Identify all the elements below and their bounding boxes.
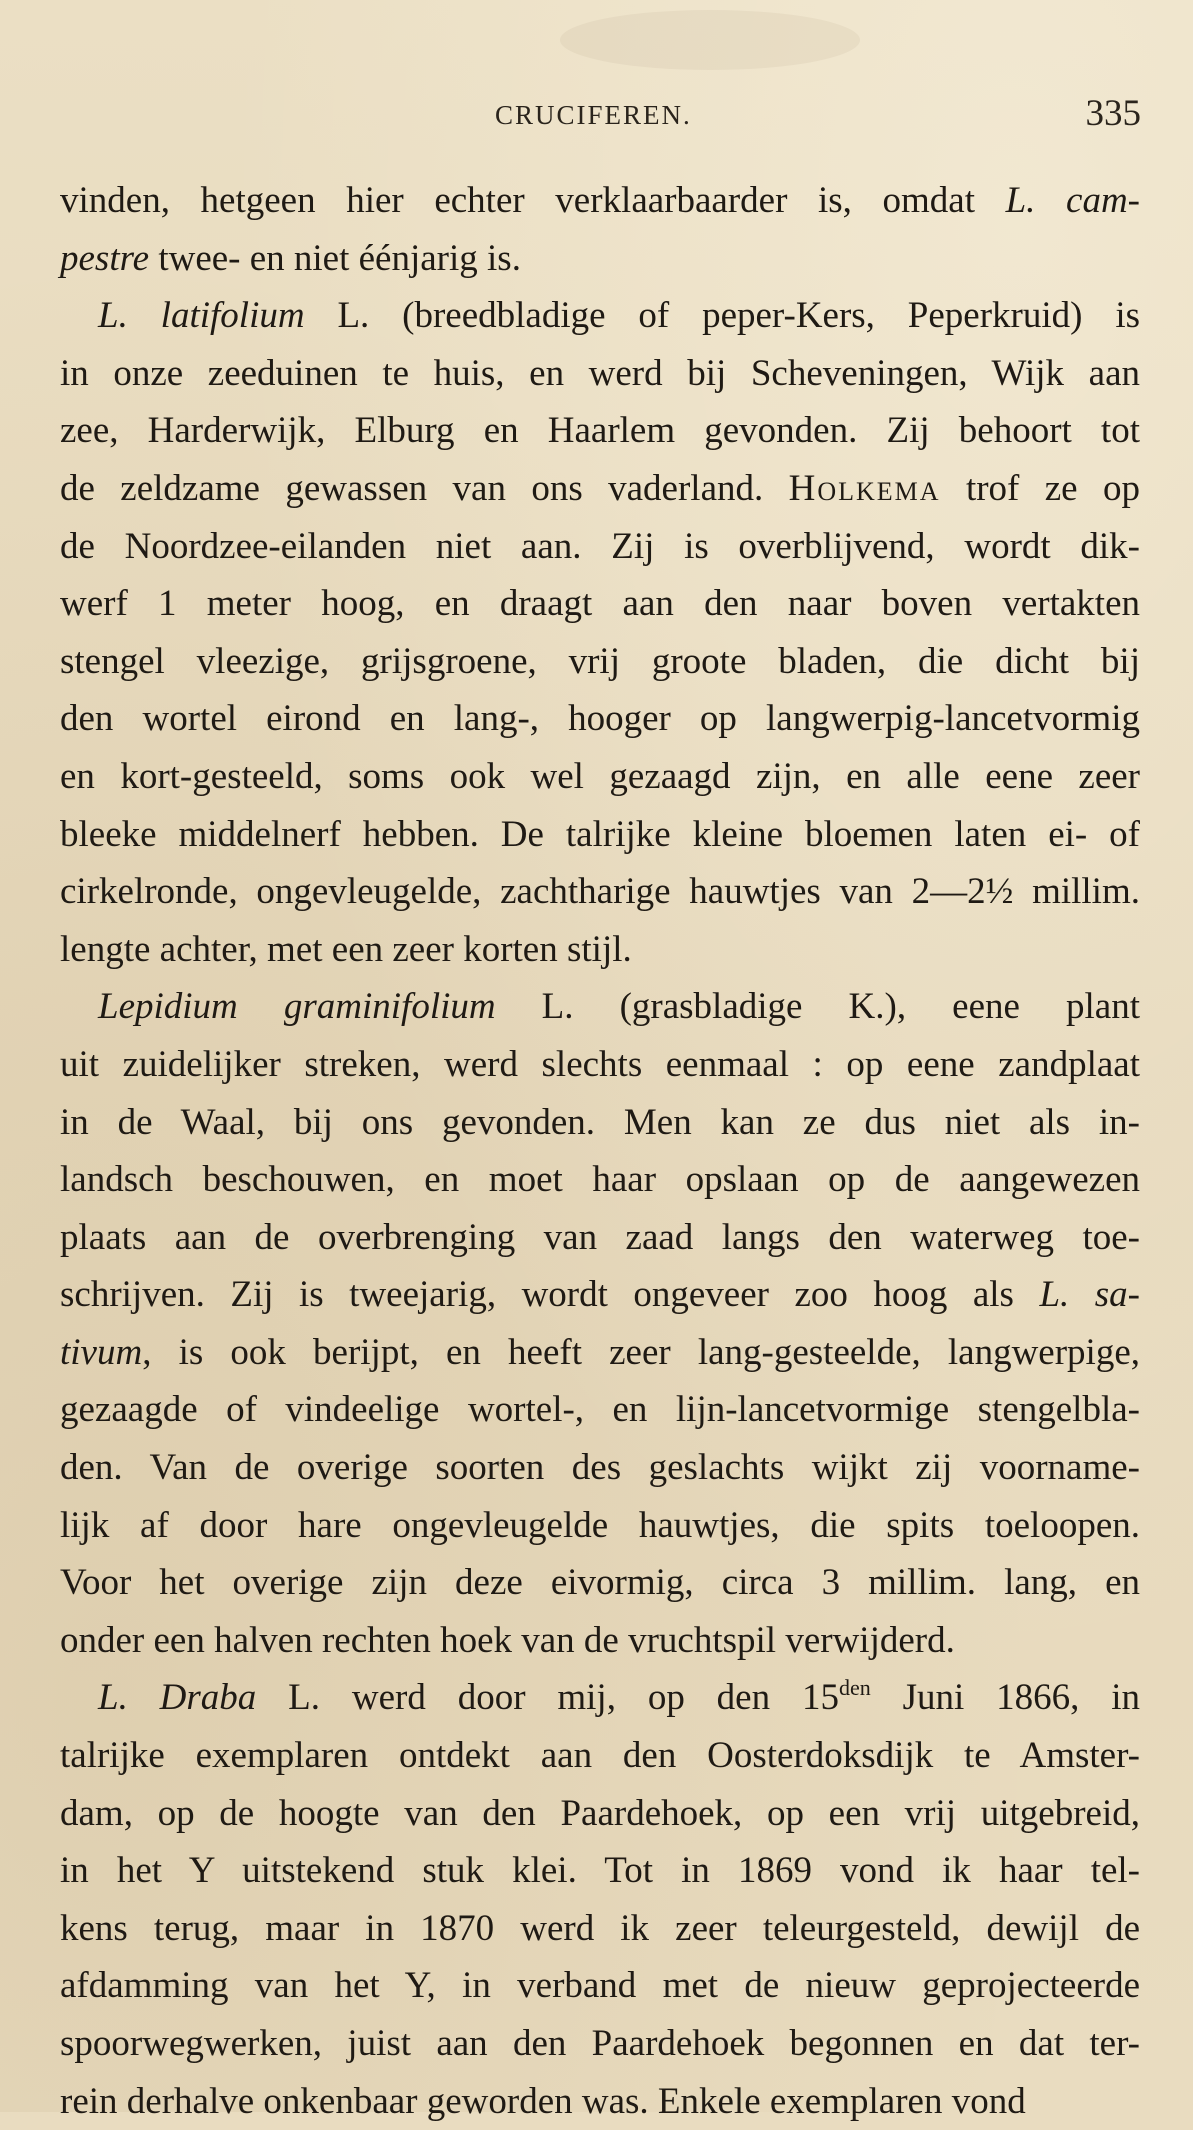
text-line	[60, 1036, 1140, 1094]
text-segment: landsch beschouwen, en moet haar opslaan op de aangewezen	[60, 1159, 1140, 1201]
text-segment: L. (breedbladige of peper-Kers, Peperkruid) is	[304, 295, 1140, 337]
text-line	[60, 921, 1140, 979]
text-segment: werf 1 meter hoog, en draagt aan den naar boven vertakten	[60, 583, 1140, 625]
text-line	[60, 748, 1140, 806]
superscript: den	[838, 1675, 871, 1701]
text-segment: L. werd door mij, op den 15	[256, 1677, 839, 1719]
text-segment: lijk af door hare ongevleugelde hauwtjes, die spits toeloopen.	[60, 1504, 1140, 1546]
text-line	[60, 518, 1140, 576]
text-line	[60, 978, 1140, 1036]
text-segment: talrijke exemplaren ontdekt aan den Oosterdoksdijk te Amster-	[60, 1735, 1140, 1777]
text-line	[60, 402, 1140, 460]
text-line	[60, 1669, 1140, 1727]
text-segment: spoorwegwerken, juist aan den Paardehoek begonnen en dat ter-	[60, 2023, 1140, 2064]
text-line	[60, 1900, 1140, 1958]
text-line	[60, 345, 1140, 403]
text-segment: uit zuidelijker streken, werd slechts eenmaal : op eene zandplaat	[60, 1043, 1140, 1085]
text-line	[60, 690, 1140, 748]
text-segment: rein derhalve onkenbaar geworden was. Enkele exemplaren vond	[60, 2080, 1026, 2122]
text-line	[60, 633, 1140, 691]
text-line	[60, 1727, 1140, 1785]
text-line	[60, 806, 1140, 864]
text-segment: twee- en niet éénjarig is.	[149, 237, 521, 279]
text-segment: vinden, hetgeen hier echter verklaarbaarder is, omdat	[60, 180, 1006, 221]
text-segment: in onze zeeduinen te huis, en werd bij Scheveningen, Wijk aan	[60, 352, 1140, 394]
text-line	[60, 1151, 1140, 1209]
italic-text: L. cam-	[1005, 180, 1141, 221]
body-text	[60, 172, 1140, 2130]
italic-text: L. sa-	[1039, 1274, 1140, 1316]
text-line	[60, 863, 1140, 921]
text-line	[60, 2073, 1140, 2130]
small-caps-name: Holkema	[788, 467, 941, 509]
text-segment: gezaagde of vindeelige wortel-, en lijn-lancetvormige stengelbla-	[60, 1389, 1140, 1431]
text-line	[60, 1209, 1140, 1267]
text-segment: den wortel eirond en lang-, hooger op langwerpig-lancetvormig	[60, 698, 1140, 740]
text-line	[60, 2015, 1140, 2073]
text-line	[60, 172, 1140, 230]
page-number: 335	[1085, 93, 1141, 134]
italic-text: L. latifolium	[98, 295, 305, 337]
text-line	[60, 1612, 1140, 1670]
text-segment: in het Y uitstekend stuk klei. Tot in 1869 vond ik haar tel-	[60, 1850, 1140, 1892]
italic-text: L. Draba	[98, 1677, 257, 1719]
text-segment: en kort-gesteeld, soms ook wel gezaagd zijn, en alle eene zeer	[60, 755, 1140, 797]
text-line	[60, 1324, 1140, 1382]
text-line	[60, 575, 1140, 633]
text-segment: zee, Harderwijk, Elburg en Haarlem gevonden. Zij behoort tot	[60, 410, 1140, 452]
page-header	[0, 92, 1193, 142]
running-head: CRUCIFEREN.	[495, 100, 692, 130]
text-segment: lengte achter, met een zeer korten stijl.	[60, 928, 632, 970]
text-segment: onder een halven rechten hoek van de vruchtspil verwijderd.	[60, 1619, 955, 1661]
text-line	[60, 1554, 1140, 1612]
text-segment: dam, op de hoogte van den Paardehoek, op een vrij uitgebreid,	[60, 1792, 1140, 1834]
text-line	[60, 230, 1140, 288]
italic-text: tivum	[60, 1331, 143, 1373]
text-segment: cirkelronde, ongevleugelde, zachtharige hauwtjes van 2—2½ millim.	[60, 871, 1140, 913]
text-line	[60, 1381, 1140, 1439]
text-segment: Juni 1866, in	[870, 1677, 1140, 1719]
text-line	[60, 1957, 1140, 2015]
text-line	[60, 1266, 1140, 1324]
text-line	[60, 1439, 1140, 1497]
text-segment: stengel vleezige, grijsgroene, vrij groote bladen, die dicht bij	[60, 640, 1140, 682]
italic-text: Lepidium graminifolium	[98, 986, 496, 1028]
text-segment: L. (grasbladige K.), eene plant	[495, 986, 1140, 1028]
text-segment: de Noordzee-eilanden niet aan. Zij is overblijvend, wordt dik-	[60, 525, 1140, 567]
text-line	[60, 1842, 1140, 1900]
text-segment: plaats aan de overbrenging van zaad langs den waterweg toe-	[60, 1216, 1140, 1258]
text-segment: in de Waal, bij ons gevonden. Men kan ze dus niet als in-	[60, 1101, 1140, 1143]
text-segment: de zeldzame gewassen van ons vaderland.	[60, 467, 789, 509]
text-line	[60, 287, 1140, 345]
text-line	[60, 1497, 1140, 1555]
text-line	[60, 1094, 1140, 1152]
text-line	[60, 1785, 1140, 1843]
paper-stain	[560, 10, 860, 70]
text-segment: schrijven. Zij is tweejarig, wordt ongeveer zoo hoog als	[60, 1274, 1040, 1316]
italic-text: pestre	[60, 237, 150, 279]
text-segment: , is ook berijpt, en heeft zeer lang-gesteelde, langwerpige,	[142, 1331, 1140, 1373]
text-segment: bleeke middelnerf hebben. De talrijke kleine bloemen laten ei- of	[60, 813, 1140, 855]
text-segment: trof ze op	[940, 467, 1140, 509]
text-segment: kens terug, maar in 1870 werd ik zeer teleurgesteld, dewijl de	[60, 1907, 1140, 1949]
text-segment: Voor het overige zijn deze eivormig, circa 3 millim. lang, en	[60, 1562, 1140, 1604]
text-segment: afdamming van het Y, in verband met de nieuw geprojecteerde	[60, 1965, 1140, 2007]
text-line	[60, 460, 1140, 518]
text-segment: den. Van de overige soorten des geslachts wijkt zij voorname-	[60, 1447, 1140, 1489]
